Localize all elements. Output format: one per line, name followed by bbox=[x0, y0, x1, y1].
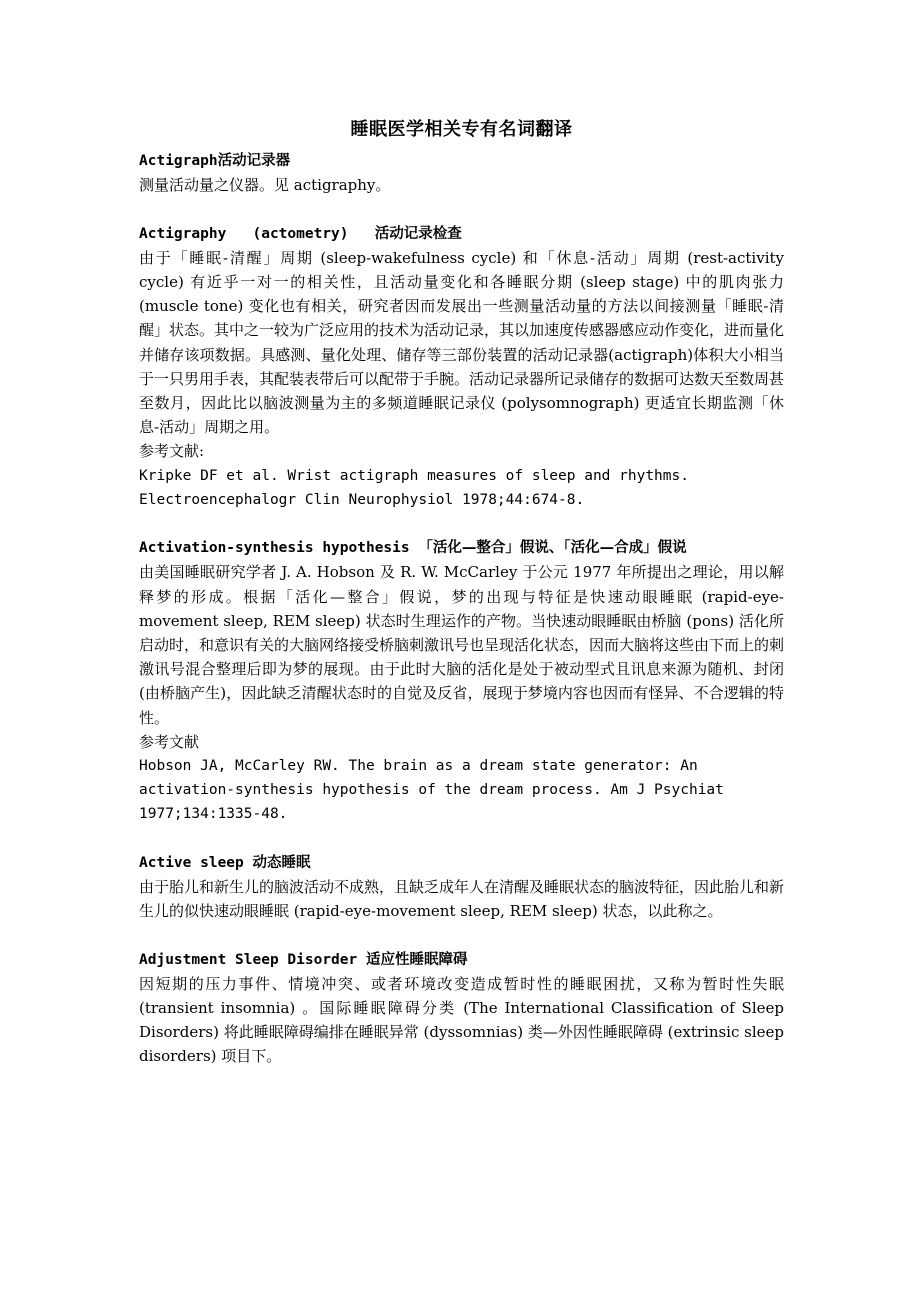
glossary-entry-actigraph bbox=[139, 149, 784, 197]
document-title: 睡眠医学相关专有名词翻译 bbox=[350, 119, 573, 140]
document-page bbox=[139, 118, 784, 1069]
entry-definition: 由美国睡眠研究学者 J. A. Hobson 及 R. W. McCarley 于公元 1977 年所提出之理论，用以解释梦的形成。根据「活化—整合」假说，梦的出现与特征是快速动眼睡眠 (rapid-eye-movement sleep, REM sleep) 状态时生理运作的产物。当快速动眼睡眠由桥脑 (pons) 活化所启动时，和意识有关的大脑网络接受桥脑刺激讯号也呈现活化状态，因而大脑将这些由下而上的刺激讯号混合整理后即为梦的展现。由于此时大脑的活化是处于被动型式且讯息来源为随机、封闭 (由桥脑产生)，因此缺乏清醒状态时的自觉及反省，展现于梦境内容也因而有怪异、不合逻辑的特性。 bbox=[139, 563, 785, 727]
term-english: Activation-synthesis hypothesis bbox=[139, 540, 419, 557]
reference-label: 参考文献: bbox=[139, 442, 205, 461]
term-chinese: 「活化—整合」假说、「活化—合成」假说 bbox=[418, 540, 687, 557]
entry-term bbox=[139, 948, 784, 972]
term-chinese: 活动记录器 bbox=[217, 153, 291, 169]
entry-definition: 因短期的压力事件、情境冲突、或者环境改变造成暂时性的睡眠困扰，又称为暂时性失眠 (transient insomnia) 。国际睡眠障碍分类 (The International Classification of Sleep Disorders) 将此睡眠障碍编排在睡眠异常 (dyssomnias) 类—外因性睡眠障碍 (extrinsic sleep disorders) 项目下。 bbox=[139, 974, 784, 1066]
term-chinese: 动态睡眠 bbox=[252, 854, 311, 871]
term-chinese: 活动记录检查 bbox=[374, 225, 462, 242]
reference-label: 参考文献 bbox=[139, 732, 200, 751]
entry-term bbox=[139, 536, 784, 560]
reference-citation: Kripke DF et al. Wrist actigraph measures of sleep and rhythms. Electroencephalogr Clin Neurophysiol 1978;44:674-8. bbox=[139, 467, 689, 508]
term-chinese: 适应性睡眠障碍 bbox=[365, 951, 468, 968]
glossary-entry-activation-synthesis bbox=[139, 536, 784, 826]
entry-definition: 由于胎儿和新生儿的脑波活动不成熟，且缺乏成年人在清醒及睡眠状态的脑波特征，因此胎儿和新生儿的似快速动眼睡眠 (rapid-eye-movement sleep, REM sleep) 状态，以此称之。 bbox=[139, 878, 785, 921]
entry-definition: 由于「睡眠-清醒」周期 (sleep-wakefulness cycle) 和「休息-活动」周期 (rest-activity cycle) 有近乎一对一的相关性，且活动量变化和各睡眠分期 (sleep stage) 中的肌肉张力 (muscle tone) 变化也有相关，研究者因而发展出一些测量活动量的方法以间接测量「睡眠-清醒」状态。其中之一较为广泛应用的技术为活动记录，其以加速度传感器感应动作变化，进而量化并储存该项数据。具感测、量化处理、储存等三部份装置的活动记录器(actigraph)体积大小相当于一只男用手表，其配装表带后可以配带于手腕。活动记录器所记录储存的数据可达数天至数周甚至数月，因此比以脑波测量为主的多频道睡眠记录仪 (polysomnograph) 更适宜长期监测「休息-活动」周期之用。 bbox=[139, 248, 785, 437]
term-english: Adjustment Sleep Disorder bbox=[139, 951, 366, 968]
entry-term bbox=[139, 222, 784, 246]
glossary-entry-adjustment-sleep-disorder bbox=[139, 948, 784, 1069]
glossary-entry-actigraphy bbox=[139, 222, 784, 512]
entry-term bbox=[139, 149, 784, 173]
entry-term bbox=[139, 851, 784, 875]
entry-definition: 测量活动量之仪器。见 actigraphy。 bbox=[139, 176, 391, 195]
glossary-entry-active-sleep bbox=[139, 851, 784, 924]
term-english: Actigraph bbox=[139, 153, 218, 169]
term-english: Active sleep bbox=[139, 854, 253, 871]
reference-citation: Hobson JA, McCarley RW. The brain as a dream state generator: An activation-synthesis hypothesis of the dream process. Am J Psychiat 1977;134:1335-48. bbox=[139, 758, 724, 823]
term-english: Actigraphy (actometry) bbox=[139, 225, 375, 242]
